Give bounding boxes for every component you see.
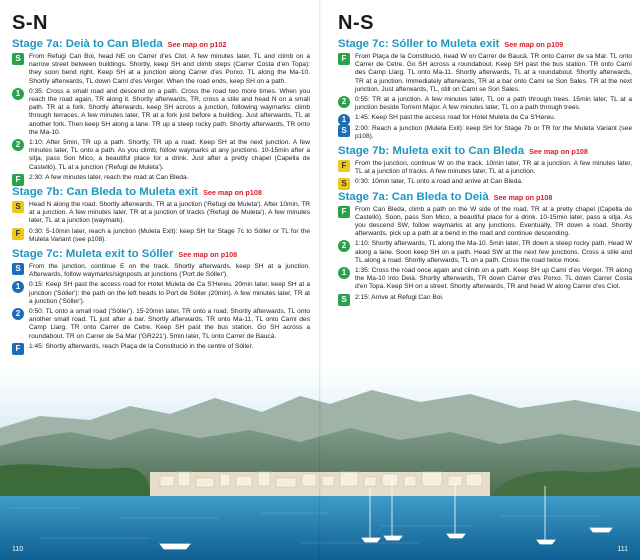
start-marker-icon: S bbox=[12, 201, 24, 213]
route-step bbox=[12, 174, 310, 182]
step-text: 0:30: 10min later, TL onto a road and arrive at Can Bleda. bbox=[355, 178, 523, 186]
stage-heading bbox=[12, 38, 310, 50]
finish-marker-icon: F bbox=[338, 160, 350, 172]
stage-title: Stage 7c: Muleta exit to Sóller bbox=[12, 248, 174, 261]
step-text: 2:00: Reach a junction (Muleta Exit): keep SH for Stage 7b or TR for the Muleta Variant (see p108). bbox=[355, 124, 632, 140]
stage-heading bbox=[12, 248, 310, 260]
route-step bbox=[338, 114, 632, 125]
step-text: 1:10: Shortly afterwards, TL along the Ma-10. 5min later, TR down a steep rocky path. Head W along a lane. Soon keep SH on a path. Head SW at the next few junctions. Cross a stile and TL along a road. Shortly afterwards, TL on a path. Cross the road twice more. bbox=[355, 240, 632, 264]
finish-marker-icon: F bbox=[12, 174, 24, 186]
waypoint-1-icon: 1 bbox=[338, 114, 350, 126]
route-step bbox=[12, 139, 310, 172]
step-text: 2:15: Arrive at Refugi Can Boi. bbox=[355, 293, 444, 301]
step-text: From Refugi Can Boi, head NE on Carrer d'es Clot. A few minutes later, TL and climb on a narrow street between buildings. Shortly, keep SH and climb steps (Carrer Costa d'en Topa): they soon bend right. Keep SH at a junction along Carrer d'es Porxo. TL along the Ma-10. Shortly afterwards, TL down Camí d'es Verger. When the road ends, keep SH on a path. bbox=[29, 53, 310, 85]
map-reference: See map on p102 bbox=[167, 40, 227, 49]
photo-caption: Port de Sóller bbox=[581, 372, 618, 378]
step-text: From the junction, continue W on the track. 10min later, TR at a junction. A few minutes later, TL at a junction of tracks. A few minutes later, TL at a junction. bbox=[355, 160, 632, 176]
step-text: 2:30: A few minutes later, reach the road at Can Bleda. bbox=[29, 173, 189, 181]
right-column bbox=[338, 12, 632, 304]
route-step bbox=[338, 96, 632, 112]
left-column bbox=[12, 12, 310, 353]
start-marker-icon: S bbox=[338, 294, 350, 306]
stage-heading bbox=[338, 191, 632, 203]
map-reference: See map on p108 bbox=[529, 147, 588, 157]
start-marker-icon: S bbox=[338, 125, 350, 137]
route-step bbox=[338, 206, 632, 239]
waypoint-2-icon: 2 bbox=[338, 96, 350, 108]
waypoint-1-icon: 1 bbox=[338, 267, 350, 279]
step-text: From Plaça de la Constitució, head W on Carrer de Baucà. TR onto Carrer de sa Mar. TL onto Carrer de Cetre. Go SH across a roundabout. Keep SH past the bus station. TR onto Camí des Camp Llarg. TL onto Ma-11. Shortly afterwards, TL at a roundabout. Shortly afterwards, TR at a junction. Immediately afterwards, TR at a bar onto Camí se Son Sales. TR at the next junction. Just afterwards, TL, still on Camí se Son Sales. bbox=[355, 53, 632, 93]
route-step bbox=[338, 240, 632, 265]
map-reference: See map on p108 bbox=[203, 188, 262, 198]
map-reference: See map on p108 bbox=[178, 250, 238, 260]
map-reference: See map on p109 bbox=[504, 40, 564, 49]
page-number-left: 110 bbox=[12, 546, 24, 553]
route-step bbox=[12, 308, 310, 341]
stage-heading bbox=[12, 186, 310, 198]
stage-title: Stage 7a: Can Bleda to Deià bbox=[338, 190, 489, 203]
stage-title: Stage 7b: Can Bleda to Muleta exit bbox=[12, 186, 199, 199]
step-text: Head N along the road. Shortly afterwards, TR at a junction ('Refugi de Muleta'). After 10min, TR at a junction. A few minutes later, TR at a junction of tracks ('Refugi de Muleta'). A few minutes later, TL at a junction (waymark). bbox=[29, 201, 310, 225]
finish-marker-icon: F bbox=[12, 343, 24, 355]
finish-marker-icon: F bbox=[338, 53, 350, 65]
stage-title: Stage 7c: Sóller to Muleta exit bbox=[338, 38, 500, 50]
step-text: 1:10: After 5min, TR up a path. Shortly, TR up a road. Keep SH at the next junction. A few minutes later, TL onto a path. As you climb, follow waymarks at any junctions. 10-15min after a sitja, pass Son Mico, a beautiful place for a drink. Just after a pretty chapel (Capella de Castelló), TL at a junction ('Refugi de Muleta'). bbox=[29, 139, 310, 171]
step-text: 0:15: Keep SH past the access road for Hotel Muleta de Ca S'Hereu. 20min later, keep SH at a junction ('Sóller'): the path on the left heads to Port de Sóller (20min). A few minutes later, TR at a junction ('Sóller'). bbox=[29, 281, 310, 305]
waypoint-2-icon: 2 bbox=[12, 308, 24, 320]
route-step bbox=[338, 53, 632, 94]
waypoint-1-icon: 1 bbox=[12, 88, 24, 100]
step-text: 0:55: TR at a junction. A few minutes later, TL on a path through trees. 15min later, TL at a junction beside Torrent Major. A few minutes later, TL on a path through trees. bbox=[355, 96, 632, 112]
route-step bbox=[338, 125, 632, 141]
finish-marker-icon: F bbox=[12, 228, 24, 240]
stage-heading bbox=[338, 38, 632, 50]
book-gutter bbox=[319, 0, 321, 560]
step-text: From the junction, continue E on the track. Shortly afterwards, keep SH at a junction. Afterwards, follow waymarks/signposts at junctions ('Port de Sóller'). bbox=[29, 263, 310, 279]
finish-marker-icon: F bbox=[338, 206, 350, 218]
step-text: 0:35: Cross a small road and descend on a path. Cross the road two more times. When you reach the road again, TR along it. Shortly afterwards, TR, cross a stile and head N on a small path. TR at a fork. Shortly afterwards, keep SH across a junction, following waymarks: climb through terraces. A few minutes later, TR at a fork just before a building. Just afterwards, TL at another fork. Then keep SH along a lane. TR up a steep rocky path. Shortly afterwards, TR onto the Ma-10. bbox=[29, 87, 310, 136]
route-step bbox=[12, 53, 310, 86]
direction-heading: S-N bbox=[12, 12, 48, 34]
waypoint-2-icon: 2 bbox=[12, 139, 24, 151]
step-text: 1:45: Shortly afterwards, reach Plaça de la Constitució in the centre of Sóller. bbox=[29, 342, 254, 350]
route-step bbox=[12, 343, 310, 351]
waypoint-2-icon: 2 bbox=[338, 240, 350, 252]
step-text: 1:45: Keep SH past the access road for Hotel Muleta de Ca S'Hereu. bbox=[355, 114, 556, 122]
stage-title: Stage 7b: Muleta exit to Can Bleda bbox=[338, 145, 525, 158]
step-text: From Can Bleda, climb a path on the W side of the road. TR at a pretty chapel (Capella de Castelló). Soon, pass Son Mico, a beautiful place for a drink. 10-15min later, pass a sitja. As you descend SW, follow waymarks at any junctions. Eventually, TR down a road. Shortly afterwards, pick up a path at a bend in the road and continue descending. bbox=[355, 205, 632, 238]
page-number-right: 111 bbox=[617, 546, 628, 553]
step-text: 1:35: Cross the road once again and climb on a path. Keep SH up Camí d'es Verger. TR along the Ma-10 into Deià. Shortly afterwards, TR down Carrer d'es Porxo. TL down Carrer Costa d'en Topa. Keep SH on a street. Shortly afterwards, TR and head W along Carrer d'es Clot. bbox=[355, 267, 632, 291]
direction-heading: N-S bbox=[338, 12, 374, 34]
waypoint-1-icon: 1 bbox=[12, 281, 24, 293]
route-step bbox=[338, 294, 632, 302]
start-marker-icon: S bbox=[12, 53, 24, 65]
route-step bbox=[338, 267, 632, 292]
route-step bbox=[12, 281, 310, 306]
route-step bbox=[338, 160, 632, 176]
route-step bbox=[12, 201, 310, 226]
route-step bbox=[12, 88, 310, 137]
route-step bbox=[12, 228, 310, 244]
start-marker-icon: S bbox=[338, 178, 350, 190]
step-text: 0:50: TL onto a small road ('Sóller'). 15-20min later, TR onto a road. Shortly afterwards, TL onto another small road. TL just after a bar. Shortly afterwards, TR onto Ma-11, TL onto Camí des Camp Llarg. TR onto Carrer de Cetre. Keep SH past the bus station. Go SH across a roundabout. TR on Carrer de Sa Mar ('GR221'). 5min later, TL onto Carrer de Baucà. bbox=[29, 308, 310, 340]
stage-heading bbox=[338, 145, 632, 157]
route-step bbox=[338, 178, 632, 189]
start-marker-icon: S bbox=[12, 263, 24, 275]
route-step bbox=[12, 263, 310, 279]
step-text: 0:30: 5-10min later, reach a junction (Muleta Exit): keep SH for Stage 7c to Sóller or TL for the Muleta Variant (see p108). bbox=[29, 227, 310, 243]
stage-title: Stage 7a: Deià to Can Bleda bbox=[12, 38, 163, 50]
map-reference: See map on p108 bbox=[493, 192, 553, 202]
